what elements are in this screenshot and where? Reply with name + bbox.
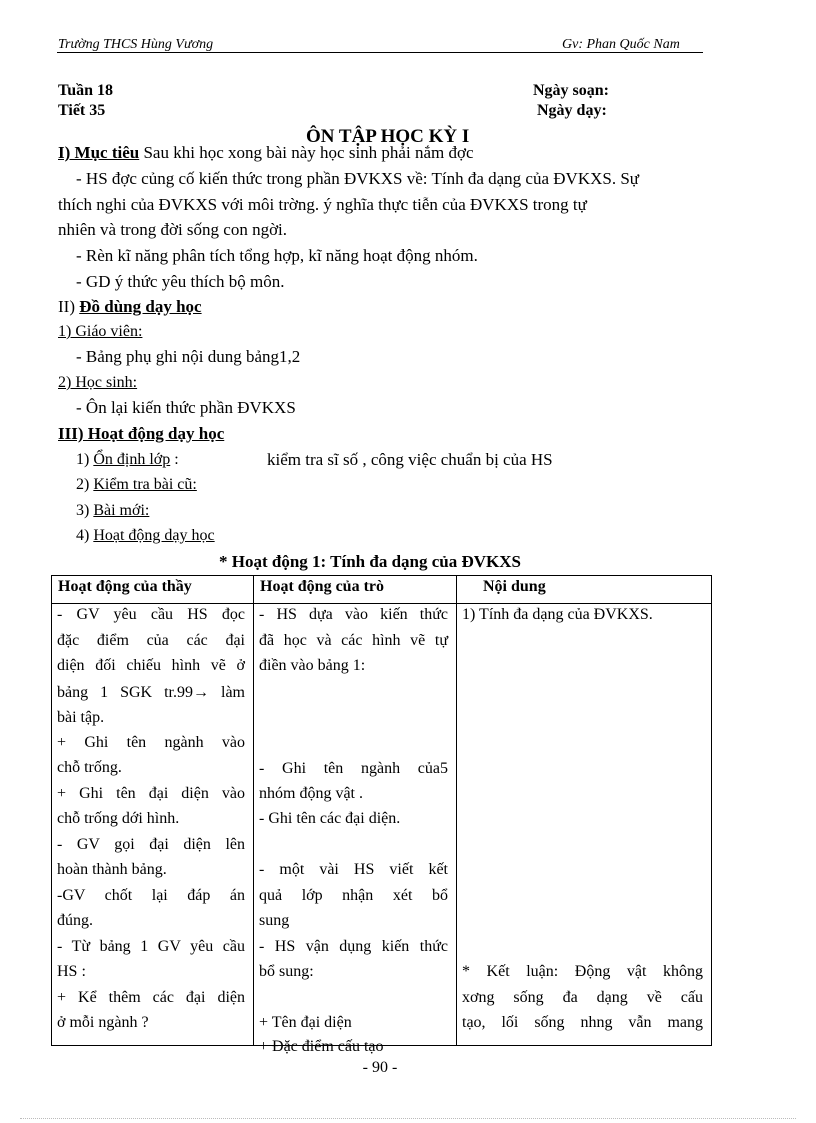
content-line: tạo, lối sống nhng vẫn mang (462, 1014, 703, 1031)
period-label: Tiết 35 (58, 102, 106, 119)
student-line: quả lớp nhận xét bổ (259, 887, 448, 904)
student-line: + Đặc điểm cấu tạo (259, 1038, 384, 1055)
student-line: - một vài HS viết kết (259, 861, 448, 878)
activity-step-3 (76, 502, 149, 520)
activity-step-1 (76, 451, 179, 469)
teacher-line: chỗ trống dới hình. (57, 810, 180, 827)
objectives-heading: I) Mục tiêu (58, 143, 140, 162)
student-line: điền vào bảng 1: (259, 657, 366, 674)
teacher-line: hoàn thành bảng. (57, 861, 167, 878)
student-column-header: Hoạt động của trò (254, 576, 457, 604)
teacher-line: ở mỗi ngành ? (57, 1014, 149, 1031)
page-bottom-divider (20, 1118, 796, 1119)
teacher-column-header: Hoạt động của thầy (52, 576, 254, 604)
student-materials-item: - Ôn lại kiến thức phần ĐVKXS (76, 398, 296, 417)
student-line: - HS vận dụng kiến thức (259, 938, 448, 955)
lesson-table (51, 575, 712, 1055)
teacher-line: + Kể thêm các đại diện (57, 989, 245, 1006)
teacher-line: - Từ bảng 1 GV yêu cầu (57, 938, 245, 955)
student-line: - Ghi tên các đại diện. (259, 810, 401, 827)
teacher-name: Gv: Phan Quốc Nam (562, 37, 680, 52)
step-suffix: : (170, 451, 179, 468)
page-title: ÔN TẬP HỌC KỲ I (306, 126, 470, 147)
materials-prefix: II) (58, 297, 80, 316)
step-label: Bài mới: (93, 502, 150, 519)
teacher-materials-item: - Bảng phụ ghi nội dung bảng1,2 (76, 347, 301, 366)
step-label: Ổn định lớp (93, 451, 171, 468)
objective-line: - GD ý thức yêu thích bộ môn. (76, 272, 285, 291)
teacher-line: chỗ trống. (57, 759, 122, 776)
teacher-line: đặc điểm của các đại (57, 632, 245, 649)
teacher-line: + Ghi tên đại diện vào (57, 785, 245, 802)
activity1-title: * Hoạt động 1: Tính đa dạng của ĐVKXS (219, 552, 521, 571)
teaching-date-label: Ngày dạy: (537, 102, 607, 119)
teacher-line: bảng 1 SGK tr.99→ làm (57, 684, 245, 701)
objective-line: nhiên và trong đời sống con ngời. (58, 220, 288, 239)
activity-step-4 (76, 527, 215, 545)
step-label: Kiểm tra bài cũ: (93, 476, 197, 493)
student-activity-cell (254, 604, 457, 1055)
teacher-line: đúng. (57, 912, 93, 929)
objective-line: - Rèn kĩ năng phân tích tổng hợp, kĩ năng hoạt động nhóm. (76, 246, 478, 265)
table-row (52, 604, 712, 1046)
week-label: Tuần 18 (58, 82, 113, 99)
objective-line: thích nghi của ĐVKXS với môi trờng. ý nghĩa thực tiễn của ĐVKXS trong tự (58, 195, 587, 214)
step-number: 4) (76, 527, 94, 544)
teacher-line: + Ghi tên ngành vào (57, 734, 245, 751)
student-line: - Ghi tên ngành của5 (259, 760, 448, 777)
teacher-line: bài tập. (57, 709, 105, 726)
step-number: 1) (76, 451, 94, 468)
teacher-line: - GV yêu cầu HS đọc (57, 606, 245, 623)
student-line: bổ sung: (259, 963, 314, 980)
page-number: - 90 - (362, 1059, 398, 1076)
content-line: 1) Tính đa dạng của ĐVKXS. (462, 606, 653, 623)
step-number: 2) (76, 476, 94, 493)
objective-line: - HS đợc củng cố kiến thức trong phần ĐVKXS về: Tính đa dạng của ĐVKXS. Sự (76, 169, 639, 188)
table-header-row (52, 576, 712, 604)
materials-heading: Đồ dùng dạy học (79, 297, 202, 316)
content-line: xơng sống đa dạng về cấu (462, 989, 703, 1006)
teacher-activity-cell (52, 604, 254, 1046)
school-name: Trường THCS Hùng Vương (58, 37, 214, 52)
teacher-line: -GV chốt lại đáp án (57, 887, 245, 904)
student-line: nhóm động vật . (259, 785, 363, 802)
student-materials-label: 2) Học sinh: (58, 374, 138, 391)
student-line: đã học và các hình vẽ tự (259, 632, 448, 649)
activity-step-2 (76, 476, 197, 494)
content-cell (457, 604, 712, 1046)
teacher-line: HS : (57, 963, 86, 980)
prepared-date-label: Ngày soạn: (533, 82, 610, 99)
student-line: sung (259, 912, 290, 929)
objectives-line (58, 143, 474, 163)
student-line: - HS dựa vào kiến thức (259, 606, 448, 623)
step1-note: kiểm tra sĩ số , công việc chuẩn bị của HS (267, 450, 553, 469)
content-column-header: Nội dung (457, 576, 712, 604)
objectives-intro: Sau khi học xong bài này học sinh phải nắm đợc (139, 143, 474, 162)
step-number: 3) (76, 502, 94, 519)
teacher-line: - GV gọi đại diện lên (57, 836, 245, 853)
teacher-line: diện đối chiếu hình vẽ ở (57, 657, 245, 674)
content-line: * Kết luận: Động vật không (462, 963, 703, 980)
student-line: + Tên đại diện (259, 1014, 352, 1031)
teacher-materials-label: 1) Giáo viên: (58, 323, 143, 340)
materials-line (58, 297, 202, 317)
activities-heading: III) Hoạt động dạy học (58, 424, 225, 443)
header-divider (57, 52, 703, 53)
step-label: Hoạt động dạy học (93, 527, 215, 544)
